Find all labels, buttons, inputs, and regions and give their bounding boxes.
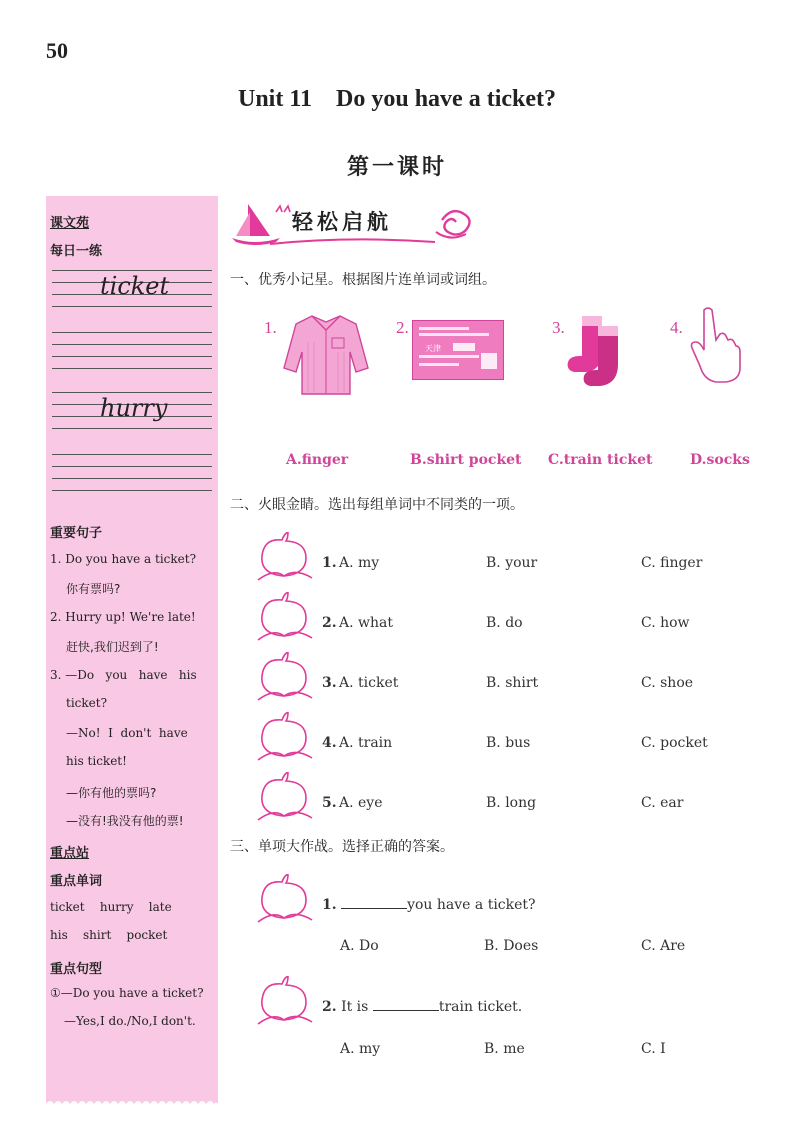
answer-blank[interactable] bbox=[373, 1010, 439, 1011]
q2-1-option-c: C. finger bbox=[641, 555, 703, 571]
sentence-2-cn: 赶快,我们迟到了! bbox=[66, 640, 159, 654]
writing-line bbox=[52, 478, 212, 479]
pic-number-2: 2. bbox=[396, 318, 409, 337]
peach-icon bbox=[254, 532, 316, 582]
q2-5-option-a: A. eye bbox=[339, 795, 383, 811]
q2-2-option-a: A. what bbox=[339, 615, 393, 631]
q3-2-option-b: B. me bbox=[484, 1041, 525, 1057]
ticket-line bbox=[419, 333, 489, 336]
sidebar-heading-sentences: 重要句子 bbox=[50, 526, 103, 541]
q3-1-text: you have a ticket? bbox=[407, 897, 536, 913]
q2-2-option-b: B. do bbox=[486, 615, 523, 631]
socks-icon bbox=[562, 312, 626, 388]
section-banner bbox=[230, 198, 480, 248]
q3-1-option-a: A. Do bbox=[340, 938, 379, 954]
sidebar-heading-kewenyuan: 课文苑 bbox=[50, 216, 90, 231]
q2-4-option-c: C. pocket bbox=[641, 735, 708, 751]
peach-icon bbox=[254, 976, 316, 1026]
q3-2-stem bbox=[322, 999, 522, 1015]
page-number: 50 bbox=[46, 38, 68, 63]
ticket-logo bbox=[453, 343, 475, 351]
match-option-b: B.shirt pocket bbox=[410, 452, 522, 468]
q2-4-number: 4. bbox=[322, 735, 337, 751]
match-option-c: C.train ticket bbox=[548, 452, 653, 468]
key-words-line2: his shirt pocket bbox=[50, 928, 168, 942]
sentence-3-line2: ticket? bbox=[66, 696, 108, 710]
banner-text: 轻松启航 bbox=[292, 210, 392, 234]
q2-5-number: 5. bbox=[322, 795, 337, 811]
key-pattern-1: ①—Do you have a ticket? bbox=[50, 986, 204, 1000]
section-2-title: 二、火眼金睛。选出每组单词中不同类的一项。 bbox=[230, 497, 524, 513]
writing-line bbox=[52, 392, 212, 393]
handwritten-word-hurry: hurry bbox=[100, 394, 168, 422]
peach-icon bbox=[254, 592, 316, 642]
sidebar-heading-key-station: 重点站 bbox=[50, 846, 90, 861]
pic-number-1: 1. bbox=[264, 318, 277, 337]
pic-number-4: 4. bbox=[670, 318, 683, 337]
pic-number-3: 3. bbox=[552, 318, 565, 337]
writing-line bbox=[52, 428, 212, 429]
writing-line bbox=[52, 270, 212, 271]
q3-1-number: 1. bbox=[322, 897, 337, 913]
sidebar-heading-daily: 每日一练 bbox=[50, 244, 103, 259]
lesson-title: 第一课时 bbox=[346, 155, 447, 180]
writing-line bbox=[52, 332, 212, 333]
q3-2-post: train ticket. bbox=[438, 999, 523, 1015]
q3-2-number: 2. bbox=[322, 999, 337, 1015]
sentence-3-cn2: —没有!我没有他的票! bbox=[66, 814, 184, 828]
peach-icon bbox=[254, 712, 316, 762]
ticket-line bbox=[419, 355, 479, 358]
key-words-line1: ticket hurry late bbox=[50, 900, 172, 914]
q2-1-number: 1. bbox=[322, 555, 337, 571]
q2-1-option-b: B. your bbox=[486, 555, 538, 571]
sentence-3-line4: his ticket! bbox=[66, 754, 127, 768]
peach-icon bbox=[254, 874, 316, 924]
qr-code-icon bbox=[481, 353, 497, 369]
writing-line bbox=[52, 344, 212, 345]
finger-hand-icon bbox=[686, 304, 746, 384]
q3-1-option-b: B. Does bbox=[484, 938, 539, 954]
sidebar-heading-key-patterns: 重点句型 bbox=[50, 962, 103, 977]
q3-2-option-a: A. my bbox=[340, 1041, 381, 1057]
q2-5-option-b: B. long bbox=[486, 795, 537, 811]
q3-1-option-c: C. Are bbox=[641, 938, 686, 954]
ticket-line bbox=[419, 327, 469, 330]
train-ticket-icon bbox=[412, 320, 504, 380]
sentence-3-line1: 3. —Do you have his bbox=[50, 668, 197, 682]
scalloped-edge bbox=[46, 1098, 218, 1112]
q2-2-number: 2. bbox=[322, 615, 337, 631]
writing-line bbox=[52, 306, 212, 307]
q3-2-option-c: C. I bbox=[641, 1041, 666, 1057]
sentence-1-cn: 你有票吗? bbox=[66, 582, 121, 596]
peach-icon bbox=[254, 772, 316, 822]
unit-title: Unit 11 Do you have a ticket? bbox=[238, 86, 556, 112]
q2-3-number: 3. bbox=[322, 675, 337, 691]
q2-2-option-c: C. how bbox=[641, 615, 690, 631]
q2-1-option-a: A. my bbox=[339, 555, 380, 571]
writing-line bbox=[52, 466, 212, 467]
section-3-title: 三、单项大作战。选择正确的答案。 bbox=[230, 839, 454, 855]
q2-3-option-b: B. shirt bbox=[486, 675, 539, 691]
sentence-3-cn1: —你有他的票吗? bbox=[66, 786, 157, 800]
writing-line bbox=[52, 368, 212, 369]
sidebar-heading-key-words: 重点单词 bbox=[50, 874, 103, 889]
peach-icon bbox=[254, 652, 316, 702]
q2-3-option-c: C. shoe bbox=[641, 675, 694, 691]
handwritten-word-ticket: ticket bbox=[100, 272, 170, 300]
shirt-icon bbox=[282, 312, 370, 396]
q2-4-option-a: A. train bbox=[339, 735, 393, 751]
section-1-title: 一、优秀小记星。根据图片连单词或词组。 bbox=[230, 272, 496, 288]
sidebar bbox=[46, 196, 218, 1112]
sentence-1-en: 1. Do you have a ticket? bbox=[50, 552, 197, 566]
answer-blank[interactable] bbox=[341, 908, 407, 909]
match-option-d: D.socks bbox=[690, 452, 750, 468]
sentence-3-line3: —No! I don't have bbox=[66, 726, 188, 740]
writing-line bbox=[52, 490, 212, 491]
ticket-station-text: 天津 bbox=[425, 344, 441, 353]
q3-1-stem bbox=[322, 897, 536, 913]
writing-line bbox=[52, 454, 212, 455]
key-pattern-2: —Yes,I do./No,I don't. bbox=[64, 1014, 196, 1028]
q2-3-option-a: A. ticket bbox=[339, 675, 399, 691]
q3-2-pre: It is bbox=[341, 999, 369, 1015]
q2-4-option-b: B. bus bbox=[486, 735, 531, 751]
sentence-2-en: 2. Hurry up! We're late! bbox=[50, 610, 196, 624]
writing-line bbox=[52, 356, 212, 357]
ticket-line bbox=[419, 363, 459, 366]
match-option-a: A.finger bbox=[286, 452, 349, 468]
q2-5-option-c: C. ear bbox=[641, 795, 684, 811]
